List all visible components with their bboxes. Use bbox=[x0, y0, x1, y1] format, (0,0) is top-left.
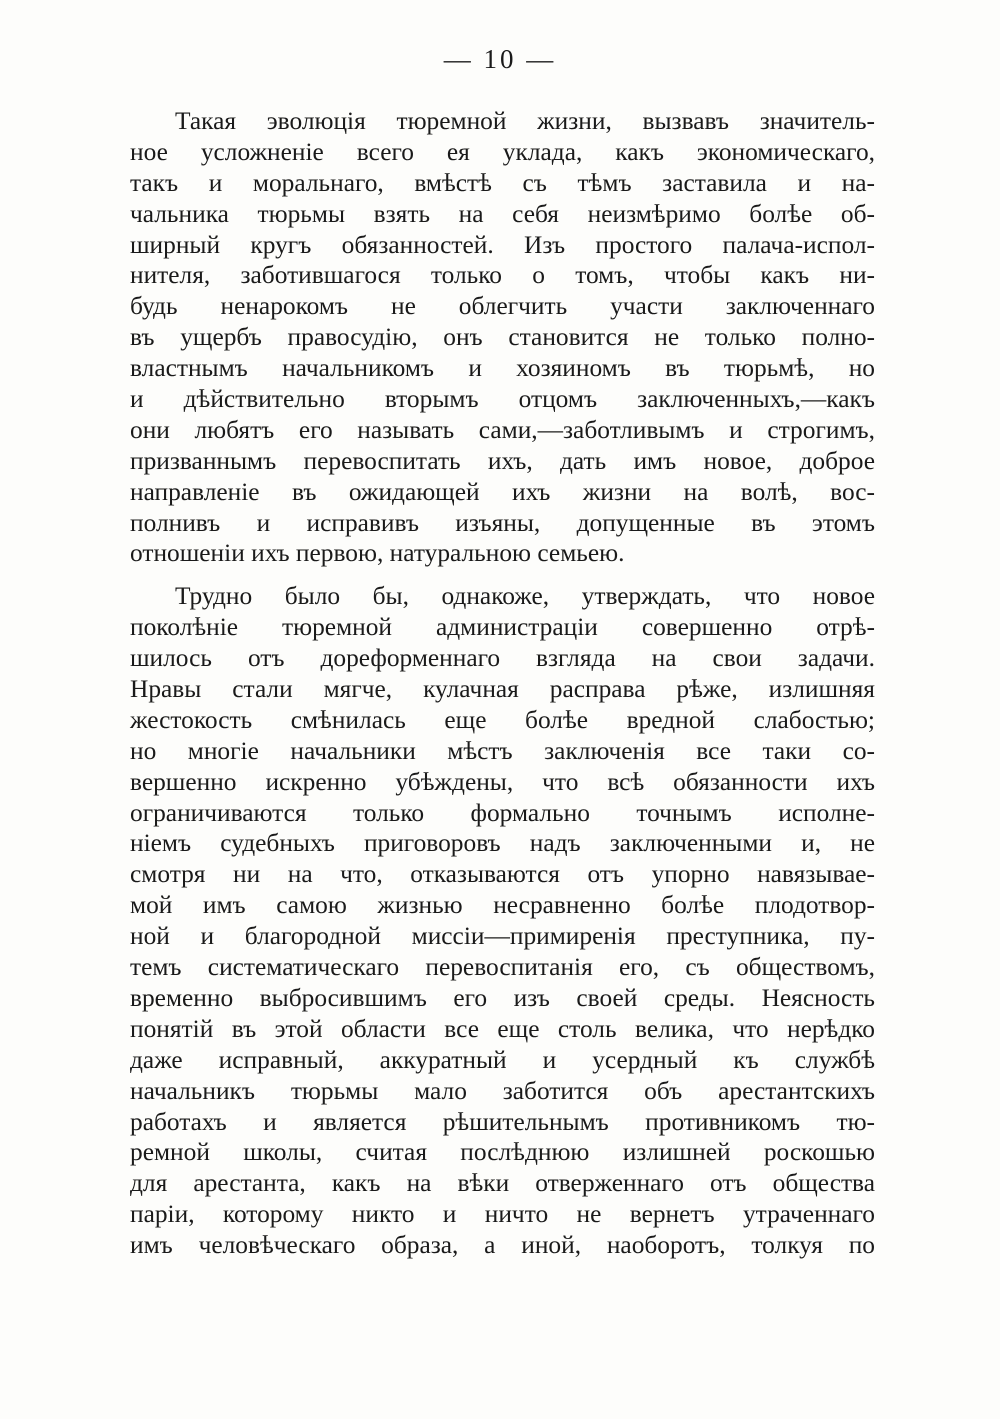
text-line: ніемъ судебныхъ приговоровъ надъ заключенными и, не bbox=[130, 829, 875, 858]
text-line: ограничиваются только формально точнымъ исполне- bbox=[130, 798, 875, 827]
text-line: жестокость смѣнилась еще болѣе вредной слабостью; bbox=[130, 705, 875, 734]
text-line: ной и благородной миссіи—примиренія преступника, пу- bbox=[130, 922, 875, 951]
text-line: вершенно искренно убѣждены, что всѣ обязанности ихъ bbox=[130, 767, 875, 796]
text-line: нителя, заботившагося только о томъ, чтобы какъ ни- bbox=[130, 261, 875, 290]
text-line: ное усложненіе всего ея уклада, какъ экономическаго, bbox=[130, 137, 875, 166]
text-line: смотря ни на что, отказываются отъ упорно навязывае- bbox=[130, 860, 875, 889]
text-line: для арестанта, какъ на вѣки отверженнаго отъ общества bbox=[130, 1169, 875, 1198]
text-line: имъ человѣческаго образа, а иной, наоборотъ, толкуя по bbox=[130, 1231, 875, 1260]
text-line: Трудно было бы, однакоже, утверждать, что новое bbox=[175, 582, 875, 611]
text-line: отношеніи ихъ первою, натуральною семьею. bbox=[130, 539, 625, 568]
body-text bbox=[130, 106, 875, 1261]
page-number: — 10 — bbox=[443, 44, 557, 74]
text-line: но многіе начальники мѣстъ заключенія все таки со- bbox=[130, 736, 875, 765]
text-line: Нравы стали мягче, кулачная расправа рѣже, излишняя bbox=[130, 675, 875, 704]
text-line: работахъ и является рѣшительнымъ противникомъ тю- bbox=[130, 1107, 875, 1136]
paragraph-2 bbox=[130, 581, 875, 1261]
text-line: темъ систематическаго перевоспитанія его, съ обществомъ, bbox=[130, 953, 875, 982]
text-line: ширный кругъ обязанностей. Изъ простого палача-испол- bbox=[130, 230, 875, 259]
text-line: понятій въ этой области все еще столь велика, что нерѣдко bbox=[130, 1014, 875, 1043]
text-line: властнымъ начальникомъ и хозяиномъ въ тюрьмѣ, но bbox=[130, 354, 875, 383]
text-line: полнивъ и исправивъ изъяны, допущенные въ этомъ bbox=[130, 508, 875, 537]
text-line: начальникъ тюрьмы мало заботится объ арестантскихъ bbox=[130, 1076, 875, 1105]
text-line: призваннымъ перевоспитать ихъ, дать имъ новое, доброе bbox=[130, 446, 875, 475]
text-line: направленіе въ ожидающей ихъ жизни на волѣ, вос- bbox=[130, 477, 875, 506]
text-line: даже исправный, аккуратный и усердный къ службѣ bbox=[130, 1045, 875, 1074]
text-line: чальника тюрьмы взять на себя неизмѣримо болѣе об- bbox=[130, 199, 875, 228]
text-line: ремной школы, считая послѣднюю излишней роскошью bbox=[130, 1138, 875, 1167]
text-line: паріи, которому никто и ничто не вернетъ утраченнаго bbox=[130, 1200, 875, 1229]
text-line: и дѣйствительно вторымъ отцомъ заключенныхъ,—какъ bbox=[130, 385, 875, 414]
text-line: будь ненарокомъ не облегчить участи заключеннаго bbox=[130, 292, 875, 321]
text-line: шилось отъ дореформеннаго взгляда на свои задачи. bbox=[130, 644, 875, 673]
text-line: Такая эволюція тюремной жизни, вызвавъ значитель- bbox=[175, 107, 875, 135]
text-line: мой имъ самою жизнью несравненно болѣе плодотвор- bbox=[130, 891, 875, 920]
text-line: такъ и моральнаго, вмѣстѣ съ тѣмъ заставила и на- bbox=[130, 168, 875, 197]
paragraph-1 bbox=[130, 106, 875, 569]
text-line: временно выбросившимъ его изъ своей среды. Неясность bbox=[130, 983, 875, 1012]
text-line: они любятъ его называть сами,—заботливымъ и строгимъ, bbox=[130, 415, 875, 444]
text-line: въ ущербъ правосудію, онъ становится не только полно- bbox=[130, 323, 875, 352]
text-line: поколѣніе тюремной администраціи совершенно отрѣ- bbox=[130, 613, 875, 642]
